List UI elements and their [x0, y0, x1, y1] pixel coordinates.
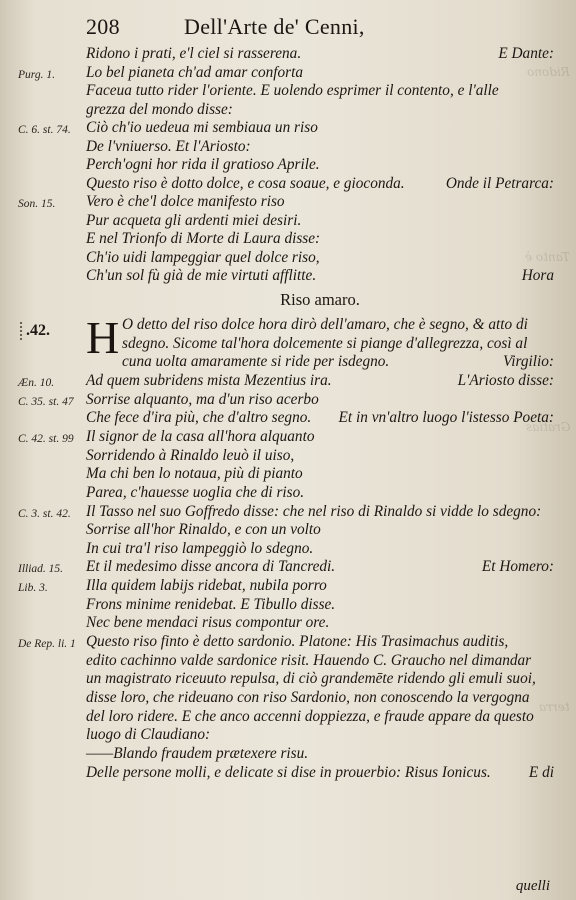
text-line — [86, 175, 554, 193]
text-line — [86, 764, 554, 782]
text-line-main: Nec bene mendaci risus compontur ore. — [86, 614, 330, 632]
bleed-through-text: Tanto è — [525, 250, 570, 264]
text-line — [86, 230, 554, 248]
text-line — [86, 577, 554, 595]
text-line-main: edito cachinno valde sardonice risit. Hauendo C. Graucho nel dimandar — [86, 651, 532, 669]
text-line-main: Sorridendo à Rinaldo leuò il uiso, — [86, 446, 295, 464]
text-line-main: sdegno. Sicome tal'hora dolcemente si piange d'allegrezza, così al — [122, 334, 528, 352]
text-line-main: Lo bel pianeta ch'ad amar conforta — [86, 63, 303, 81]
text-line — [86, 193, 554, 211]
text-line — [86, 614, 554, 632]
text-line-main: cuna uolta amaramente si ride per isdegno. — [122, 353, 390, 371]
text-line-right: Et in vn'altro luogo l'istesso Poeta: — [338, 409, 554, 427]
text-line-main: Questo riso finto è detto sardonio. Platone: His Trasimachus auditis, — [86, 633, 509, 651]
page-number: 208 — [86, 14, 120, 39]
text-line-main: un magistrato riceuuto repulsa, di ciò grandemēte ridendo gli emuli suoi, — [86, 670, 536, 688]
text-line — [86, 249, 554, 267]
text-line — [86, 372, 554, 390]
text-line-main: Ciò ch'io uedeua mi sembiaua un riso — [86, 119, 318, 136]
drop-initial: H — [86, 312, 120, 363]
text-line-right: E di — [528, 763, 554, 781]
text-line-main: ——Blando fraudem prætexere risu. — [86, 744, 309, 762]
text-line — [122, 353, 554, 371]
text-line-right: E Dante: — [498, 45, 554, 62]
margin-note: Illiad. 15. — [18, 563, 64, 576]
text-line-main: luogo di Claudiano: — [86, 726, 211, 744]
text-line — [86, 64, 554, 82]
running-title: Dell'Arte de' Cenni, — [184, 14, 365, 39]
text-line — [86, 138, 554, 156]
text-line — [86, 447, 554, 465]
text-line — [86, 428, 554, 446]
text-line — [86, 212, 554, 230]
text-line-main: Parea, c'hauesse uoglia che di riso. — [86, 483, 305, 501]
text-line-right: Virgilio: — [503, 353, 554, 371]
text-line — [86, 689, 554, 707]
text-line-main: Ch'un sol fù già de mie virtuti afflitte. — [86, 267, 317, 284]
text-line — [122, 335, 554, 353]
text-line — [86, 726, 554, 744]
text-line-main: De l'vniuerso. Et l'Ariosto: — [86, 137, 251, 155]
bleed-through-text: terra — [539, 700, 570, 714]
margin-note: C. 35. st. 47 — [18, 395, 74, 408]
text-line — [86, 596, 554, 614]
text-line-main: Pur acqueta gli ardenti miei desiri. — [86, 211, 302, 229]
margin-note: C. 6. st. 74. — [18, 124, 71, 136]
text-line-main: Questo riso è dotto dolce, e cosa soaue, e gioconda. — [86, 174, 405, 192]
text-line — [86, 45, 554, 63]
margin-note: De Rep. li. 1 — [18, 638, 76, 651]
text-line-main: Sorrise all'hor Rinaldo, e con un volto — [86, 521, 321, 539]
text-line-main: del loro ridere. E che anco accenni doppiezza, e fraude appare da questo — [86, 707, 534, 725]
text-line-main: Ridono i prati, e'l ciel si rasserena. — [86, 45, 302, 62]
text-line-main: O detto del riso dolce hora dirò dell'amaro, che è segno, & atto di — [122, 316, 528, 333]
text-line — [86, 670, 554, 688]
text-line — [86, 745, 554, 763]
text-line-right: Hora — [521, 267, 554, 284]
bleed-through-text: Ridono — [527, 65, 570, 79]
text-line-main: Il signor de la casa all'hora alquanto — [86, 427, 315, 445]
text-line-main: grezza del mondo disse: — [86, 100, 233, 118]
text-line — [86, 484, 554, 502]
text-line-main: Delle persone molli, e delicate si dise in prouerbio: Risus Ionicus. — [86, 763, 491, 781]
text-line — [86, 267, 554, 285]
text-line-main: Frons minime renidebat. E Tibullo disse. — [86, 595, 336, 613]
catchword: quelli — [515, 878, 550, 894]
text-line-right: Onde il Petrarca: — [445, 174, 554, 192]
text-line-right: Et Homero: — [481, 558, 554, 576]
text-line — [86, 101, 554, 119]
margin-note: Purg. 1. — [18, 68, 55, 81]
margin-note: C. 42. st. 99 — [18, 432, 74, 445]
text-line-main: In cui tra'l riso lampeggiò lo sdegno. — [86, 539, 314, 557]
text-line — [86, 503, 554, 521]
bleed-through-text: Gratias — [525, 420, 570, 434]
text-line — [86, 156, 554, 174]
text-line — [86, 540, 554, 558]
margin-note: Æn. 10. — [18, 376, 55, 389]
text-line-main: Sorrise alquanto, ma d'un riso acerbo — [86, 390, 319, 408]
margin-note: Son. 15. — [18, 198, 56, 210]
text-line — [86, 558, 554, 576]
text-line-main: Ad quem subridens mista Mezentius ira. — [86, 371, 332, 389]
text-line-main: Ma chi ben lo notaua, più di pianto — [86, 465, 303, 483]
text-line-main: Faceua tutto rider l'oriente. E uolendo esprimer il contento, e l'alle — [86, 82, 499, 99]
text-line — [86, 521, 554, 539]
text-line — [86, 82, 554, 100]
text-line-main: Il Tasso nel suo Goffredo disse: che nel riso di Rinaldo si vidde lo sdegno: — [86, 502, 542, 520]
text-line — [86, 465, 554, 483]
text-line — [86, 409, 554, 427]
margin-note: C. 3. st. 42. — [18, 507, 71, 520]
text-line-main: Perch'ogni hor rida il gratioso Aprile. — [86, 156, 320, 173]
text-line — [86, 119, 554, 137]
text-line-main: Ch'io uidi lampeggiar quel dolce riso, — [86, 248, 320, 266]
text-line-main: Vero è che'l dolce manifesto riso — [86, 193, 285, 210]
text-line — [86, 708, 554, 726]
section-heading: Riso amaro. — [280, 290, 360, 309]
text-line-main: E nel Trionfo di Morte di Laura disse: — [86, 230, 321, 247]
text-line-main: Et il medesimo disse ancora di Tancredi. — [86, 558, 336, 576]
margin-note: Lib. 3. — [18, 582, 48, 595]
text-line-main: Che fece d'ira più, che d'altro segno. — [86, 409, 312, 427]
section-number: .42. — [20, 322, 86, 340]
text-line — [86, 633, 554, 651]
text-line — [86, 391, 554, 409]
text-line-right: L'Ariosto disse: — [457, 371, 554, 389]
text-line — [122, 316, 554, 334]
text-line — [86, 652, 554, 670]
text-line-main: disse loro, che rideuano con riso Sardonio, non conoscendo la vergogna — [86, 689, 530, 706]
text-line-main: Illa quidem labijs ridebat, nubila porro — [86, 577, 327, 595]
